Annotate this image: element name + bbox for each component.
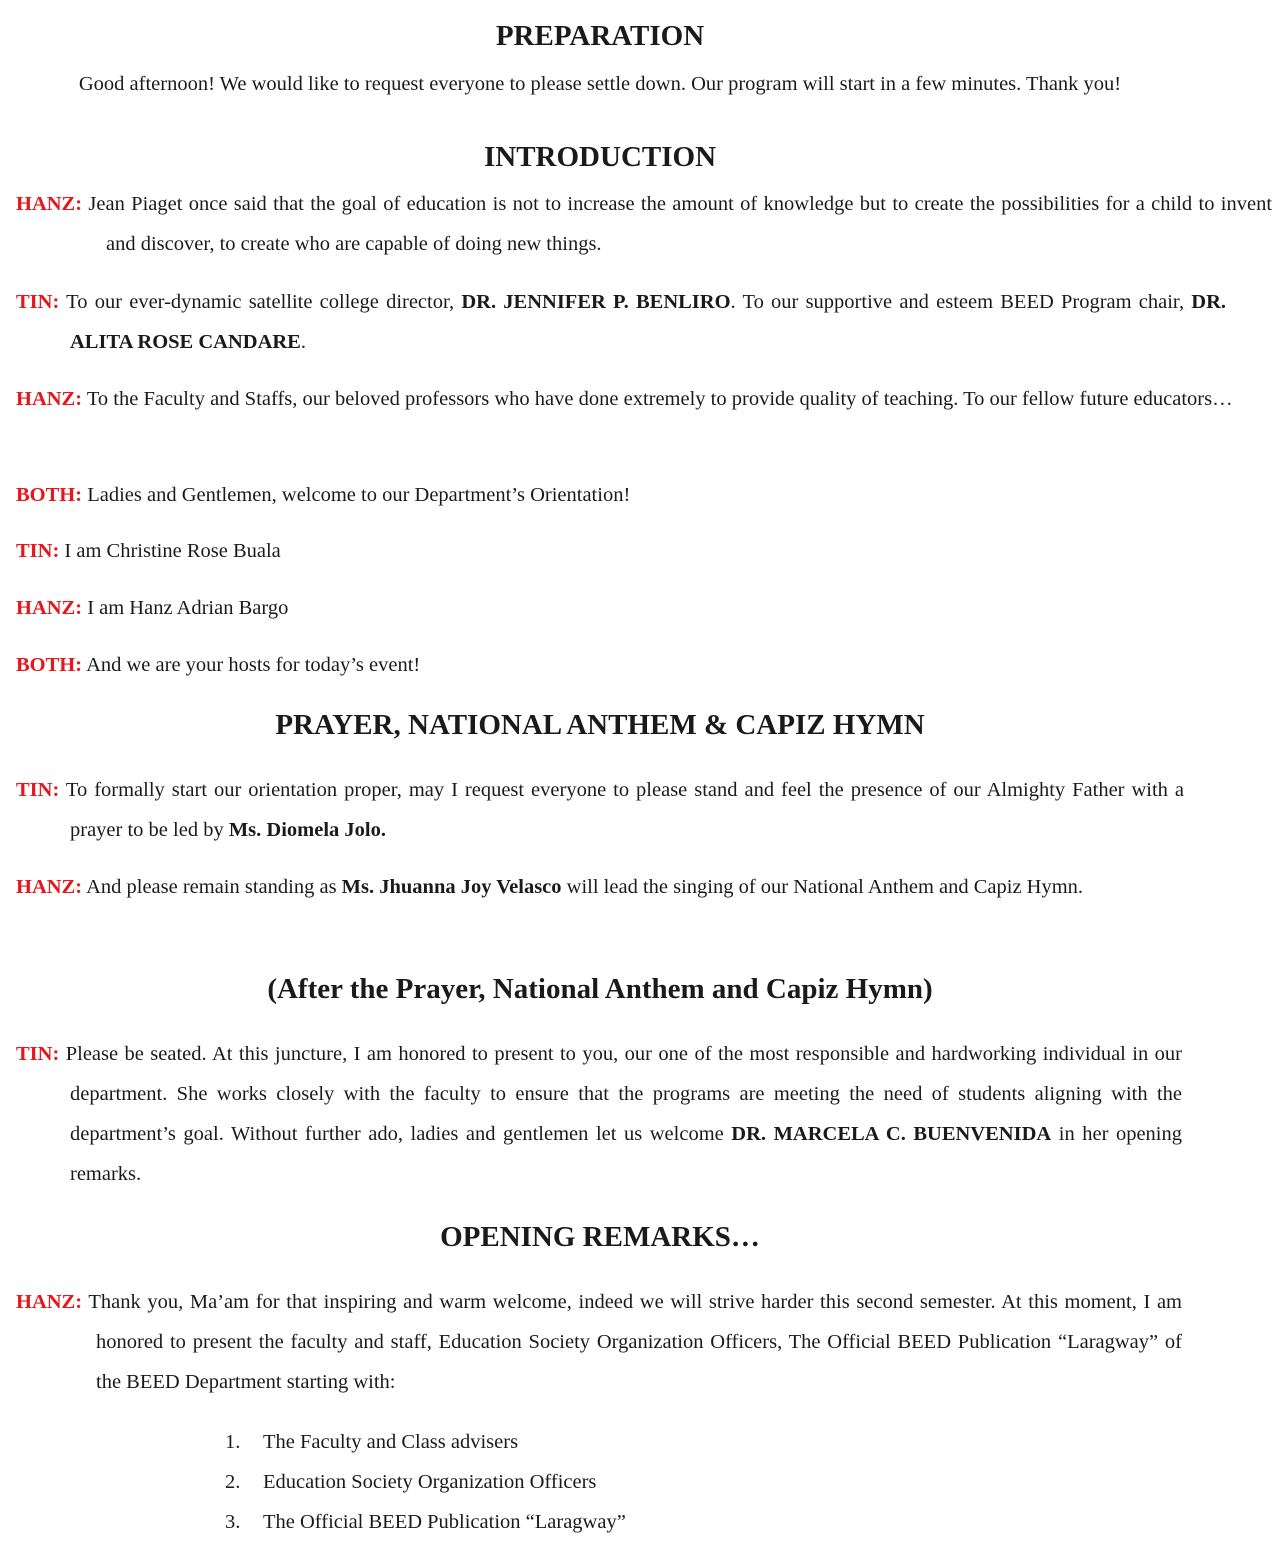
intro-line-both-1 bbox=[16, 475, 1176, 515]
line-text: . To our supportive and esteem BEED Program chair, bbox=[730, 291, 1185, 313]
line-text: Thank you, Ma’am for that inspiring and warm welcome, indeed we will strive harder this second semester. At this moment, I am honored to present the faculty and staff, Education Society Organization Officers, The Official BEED Publication “Laragway” of the BEED Department starting with: bbox=[88, 1291, 1182, 1393]
list-item-number: 3. bbox=[225, 1511, 241, 1533]
speaker-label: TIN: bbox=[16, 1043, 60, 1065]
intro-line-hanz-1 bbox=[16, 184, 1272, 264]
preparation-heading: PREPARATION bbox=[495, 20, 705, 52]
director-name: DR. JENNIFER P. BENLIRO bbox=[461, 291, 731, 313]
speaker-label: TIN: bbox=[16, 540, 60, 562]
prayer-line-hanz bbox=[16, 867, 1182, 907]
list-item bbox=[225, 1462, 626, 1502]
line-text: in her opening remarks. bbox=[70, 1123, 1183, 1185]
line-text: Jean Piaget once said that the goal of education is not to increase the amount of knowledge but to create the possibilities for a child to invent and discover, to create who are capable of doing new things. bbox=[88, 193, 1272, 255]
list-item bbox=[225, 1502, 626, 1542]
introduction-heading: INTRODUCTION bbox=[483, 141, 717, 173]
speaker-label: BOTH: bbox=[16, 484, 83, 506]
prayer-heading: PRAYER, NATIONAL ANTHEM & CAPIZ HYMN bbox=[275, 709, 925, 741]
intro-line-both-2 bbox=[16, 645, 1176, 685]
line-text: To formally start our orientation proper, may I request everyone to please stand and feel the presence of our Almighty Father with a prayer to be led by bbox=[65, 779, 1184, 841]
speaker-label: HANZ: bbox=[16, 597, 83, 619]
intro-line-hanz-2 bbox=[16, 379, 1250, 419]
speaker-label: BOTH: bbox=[16, 654, 83, 676]
speaker-label: HANZ: bbox=[16, 1291, 83, 1313]
list-item-text: The Faculty and Class advisers bbox=[263, 1431, 519, 1453]
line-text: To the Faculty and Staffs, our beloved professors who have done extremely to provide quality of teaching. To our fellow future educators… bbox=[86, 388, 1233, 410]
speaker-label: TIN: bbox=[16, 779, 60, 801]
prayer-line-tin bbox=[16, 770, 1184, 850]
intro-line-tin-1 bbox=[16, 282, 1226, 362]
prayer-leader-name: Ms. Diomela Jolo. bbox=[228, 819, 386, 841]
program-chair-name: DR. ALITA ROSE CANDARE bbox=[70, 291, 1227, 353]
presentation-list bbox=[225, 1422, 626, 1542]
line-text: To our ever-dynamic satellite college director, bbox=[66, 291, 455, 313]
intro-line-tin-2 bbox=[16, 531, 1176, 571]
list-item-number: 1. bbox=[225, 1431, 241, 1453]
intro-line-hanz-3 bbox=[16, 588, 1176, 628]
opening-remarks-speaker-name: DR. MARCELA C. BUENVENIDA bbox=[731, 1123, 1052, 1145]
opening-remarks-line-hanz bbox=[16, 1282, 1182, 1402]
list-item-text: Education Society Organization Officers bbox=[263, 1471, 597, 1493]
line-text: And we are your hosts for today’s event! bbox=[86, 654, 421, 676]
preparation-text: Good afternoon! We would like to request everyone to please settle down. Our program will start in a few minutes. Thank you! bbox=[78, 73, 1122, 95]
speaker-label: HANZ: bbox=[16, 876, 83, 898]
after-prayer-line-tin bbox=[16, 1034, 1182, 1194]
line-text: And please remain standing as bbox=[86, 876, 337, 898]
line-text: . bbox=[300, 331, 306, 353]
list-item-number: 2. bbox=[225, 1471, 241, 1493]
speaker-label: TIN: bbox=[16, 291, 60, 313]
line-text: Ladies and Gentlemen, welcome to our Department’s Orientation! bbox=[87, 484, 631, 506]
line-text: I am Hanz Adrian Bargo bbox=[87, 597, 289, 619]
opening-remarks-heading: OPENING REMARKS… bbox=[440, 1221, 760, 1253]
after-prayer-heading: (After the Prayer, National Anthem and Capiz Hymn) bbox=[267, 973, 933, 1005]
speaker-label: HANZ: bbox=[16, 193, 83, 215]
line-text: I am Christine Rose Buala bbox=[64, 540, 281, 562]
line-text: Please be seated. At this juncture, I am honored to present to you, our one of the most responsible and hardworking individual in our department. She works closely with the faculty to ensure that the programs are meeting the need of students aligning with the department’s goal. Without further ado, ladies and gentlemen let us welcome bbox=[65, 1043, 1182, 1145]
list-item bbox=[225, 1422, 626, 1462]
line-text: will lead the singing of our National Anthem and Capiz Hymn. bbox=[566, 876, 1084, 898]
list-item-text: The Official BEED Publication “Laragway” bbox=[263, 1511, 626, 1533]
speaker-label: HANZ: bbox=[16, 388, 83, 410]
anthem-leader-name: Ms. Jhuanna Joy Velasco bbox=[341, 876, 562, 898]
